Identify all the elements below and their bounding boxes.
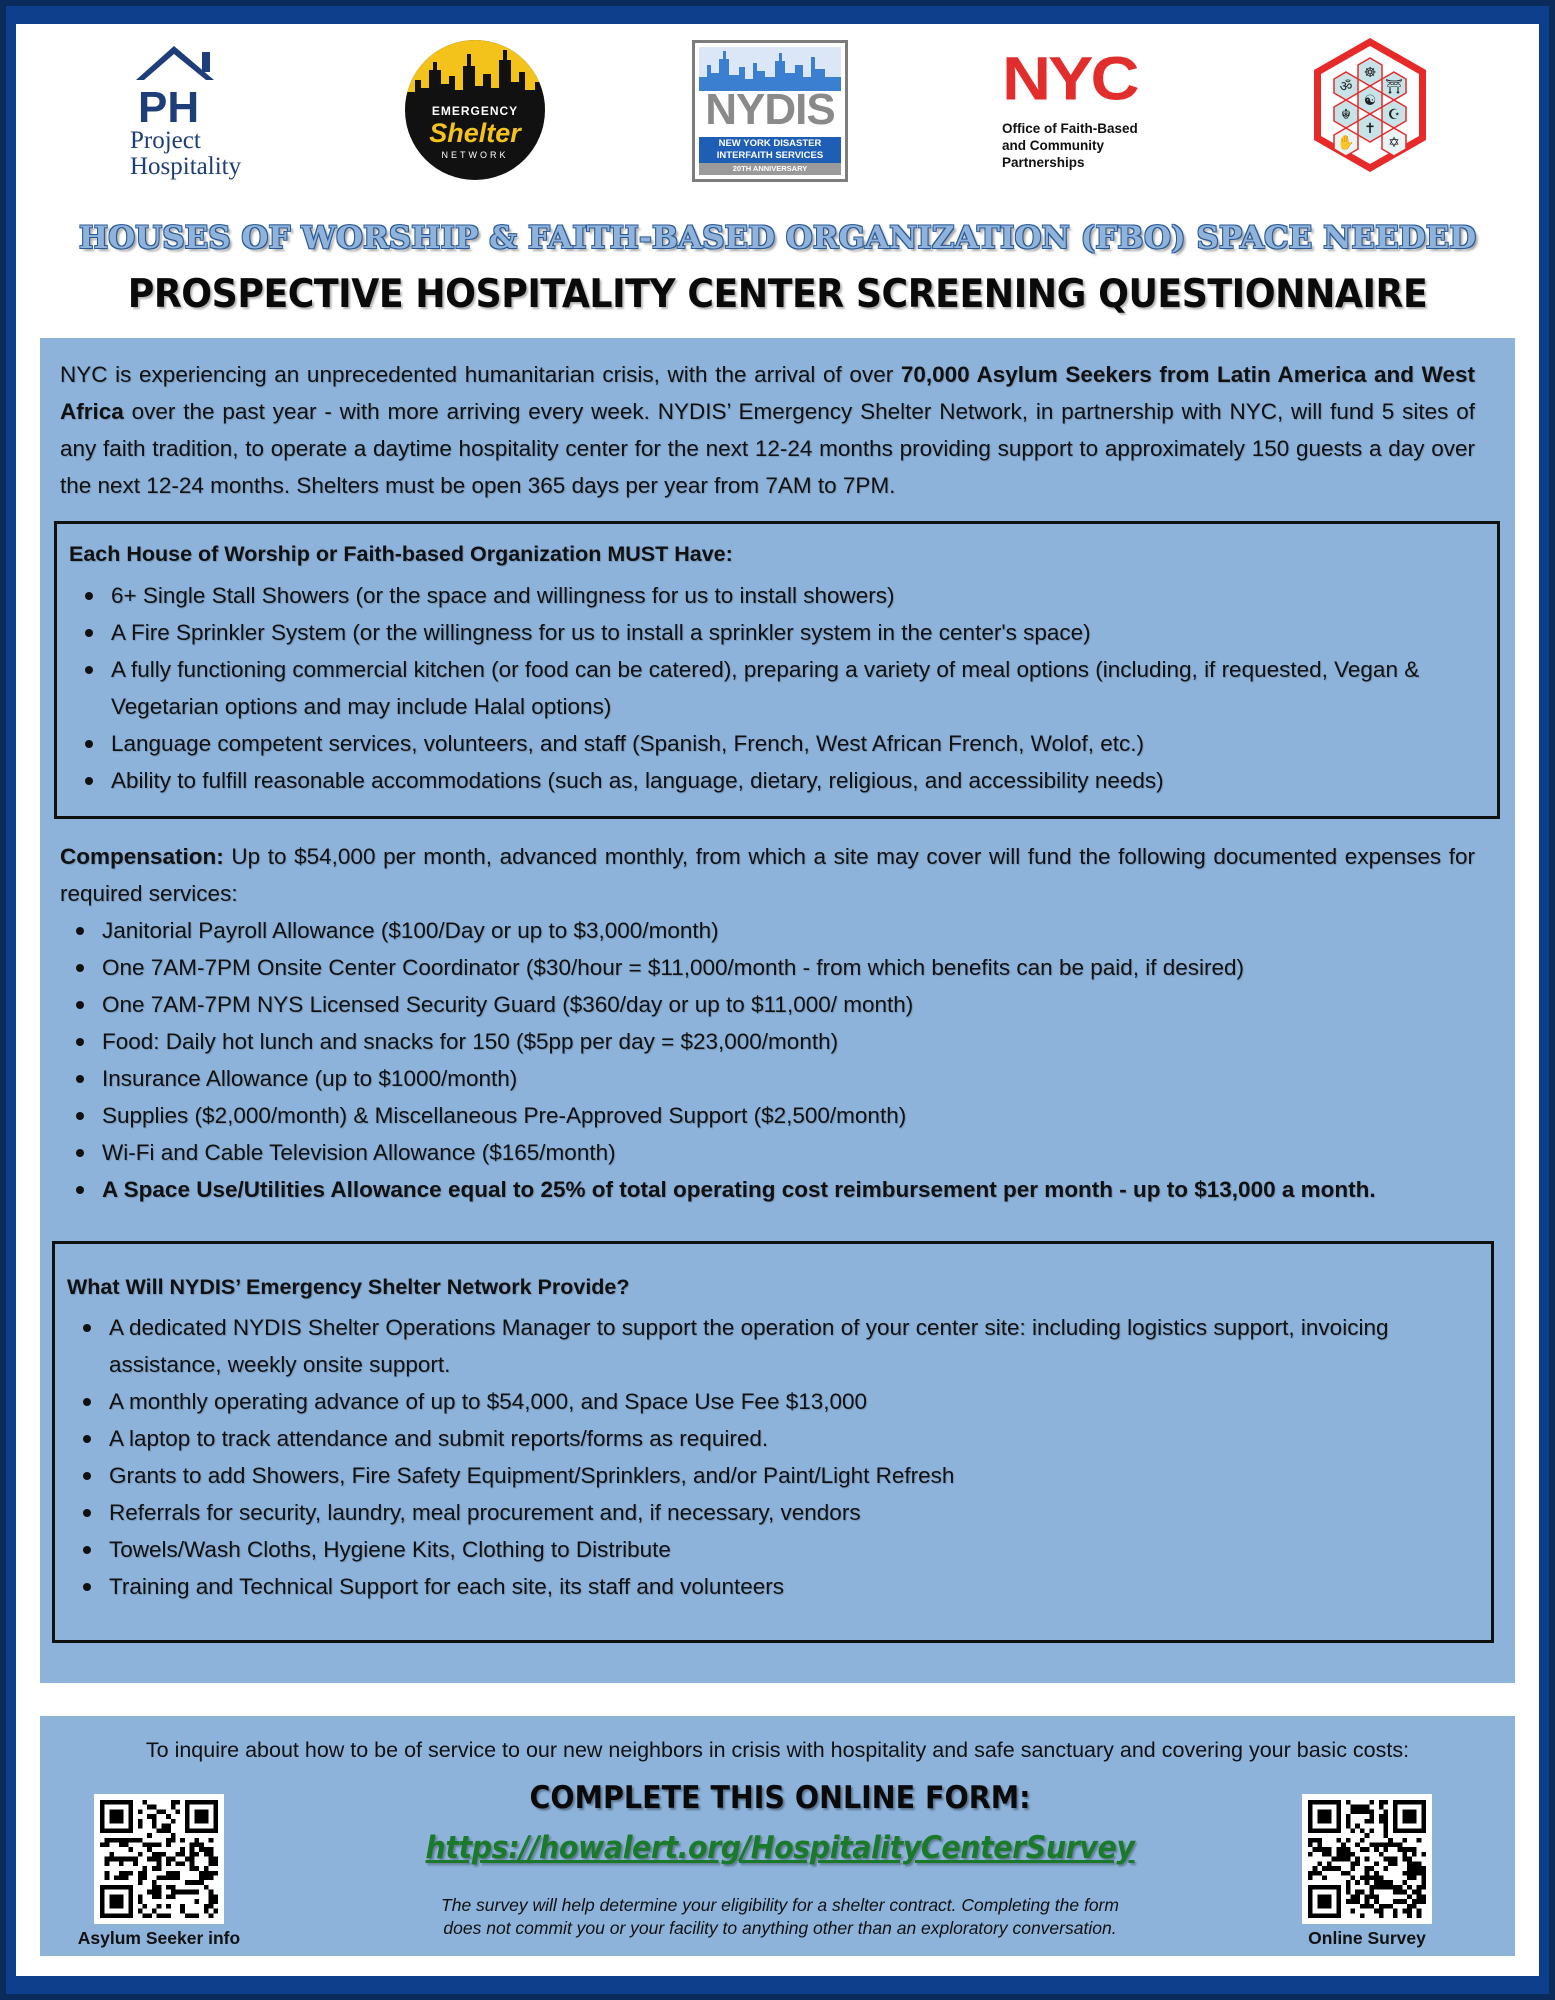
list-item-highlight: A Space Use/Utilities Allowance equal to 25% of total operating cost reimbursement per month - up to $13,000 a month. xyxy=(60,1171,1480,1208)
ph-line2: Hospitality xyxy=(130,153,242,180)
footer-panel xyxy=(40,1716,1515,1956)
nydis-line2: INTERFAITH SERVICES xyxy=(716,150,824,161)
qr-code-icon xyxy=(100,1800,218,1918)
esn-line2: Shelter xyxy=(429,118,521,148)
nyc-line1: Office of Faith-Based xyxy=(1002,121,1138,136)
qr-code-online-survey[interactable] xyxy=(1302,1794,1432,1924)
compensation-text: Up to $54,000 per month, advanced monthly, from which a site may cover will fund the following documented expenses for required services: xyxy=(60,844,1475,906)
compensation-paragraph xyxy=(60,838,1475,912)
qr-label-online-survey: Online Survey xyxy=(1308,1928,1426,1948)
list-item: Referrals for security, laundry, meal procurement and, if necessary, vendors xyxy=(67,1494,1467,1531)
survey-disclaimer xyxy=(340,1894,1220,1940)
nydis-logo xyxy=(692,40,848,182)
cta-heading: COMPLETE THIS ONLINE FORM: xyxy=(529,1780,1031,1816)
esn-line3: NETWORK xyxy=(441,150,509,160)
svg-text:ॐ: ॐ xyxy=(1339,79,1353,95)
list-item: A monthly operating advance of up to $54,000, and Space Use Fee $13,000 xyxy=(67,1383,1467,1420)
list-item: Grants to add Showers, Fire Safety Equipment/Sprinklers, and/or Paint/Light Refresh xyxy=(67,1457,1467,1494)
svg-text:☸: ☸ xyxy=(1363,65,1377,81)
svg-text:☯: ☯ xyxy=(1363,93,1377,109)
compensation-list xyxy=(60,912,1480,1208)
ph-line1: Project xyxy=(130,127,201,154)
survey-link[interactable]: https://howalert.org/HospitalityCenterSurvey xyxy=(425,1830,1135,1866)
emergency-shelter-network-logo xyxy=(405,40,545,180)
intro-paragraph xyxy=(60,356,1475,504)
list-item: One 7AM-7PM Onsite Center Coordinator ($30/hour = $11,000/month - from which benefits can be paid, if desired) xyxy=(60,949,1480,986)
qr-code-asylum-info[interactable] xyxy=(94,1794,224,1924)
requirements-list xyxy=(69,577,1489,799)
project-hospitality-logo xyxy=(130,42,300,202)
intro-text-2: over the past year - with more arriving every week. NYDIS’ Emergency Shelter Network, in partnership with NYC, will fund 5 sites of any faith tradition, to operate a daytime hospitality center for the next 12-24 months providing support to approximately 150 guests a day over the next 12-24 months. Shelters must be open 365 days per year from 7AM to 7PM. xyxy=(60,399,1475,498)
house-icon xyxy=(132,42,222,126)
nyc-wordmark: NYC xyxy=(1002,44,1137,113)
esn-line1: EMERGENCY xyxy=(431,104,519,118)
nyc-office-logo xyxy=(1002,44,1192,190)
svg-text:✡: ✡ xyxy=(1388,135,1400,151)
list-item: A Fire Sprinkler System (or the willingness for us to install a sprinkler system in the center's space) xyxy=(69,614,1489,651)
nyc-line3: Partnerships xyxy=(1002,155,1085,170)
list-item: Food: Daily hot lunch and snacks for 150 ($5pp per day = $23,000/month) xyxy=(60,1023,1480,1060)
disclaimer-line1: The survey will help determine your eligibility for a shelter contract. Completing the form xyxy=(441,1895,1119,1915)
list-item: Janitorial Payroll Allowance ($100/Day or up to $3,000/month) xyxy=(60,912,1480,949)
list-item: A laptop to track attendance and submit reports/forms as required. xyxy=(67,1420,1467,1457)
svg-text:✋: ✋ xyxy=(1337,135,1355,151)
disclaimer-line2: does not commit you or your facility to anything other than an exploratory conversation. xyxy=(443,1918,1117,1938)
main-panel xyxy=(40,338,1515,1683)
svg-text:☪: ☪ xyxy=(1387,107,1401,123)
project-hospitality-wordmark xyxy=(130,128,241,180)
list-item: Towels/Wash Cloths, Hygiene Kits, Clothing to Distribute xyxy=(67,1531,1467,1568)
faith-symbols-logo xyxy=(1310,36,1430,174)
list-item: Supplies ($2,000/month) & Miscellaneous Pre-Approved Support ($2,500/month) xyxy=(60,1097,1480,1134)
intro-text-1: NYC is experiencing an unprecedented humanitarian crisis, with the arrival of over xyxy=(60,362,901,387)
requirements-box xyxy=(54,521,1500,819)
list-item: One 7AM-7PM NYS Licensed Security Guard ($360/day or up to $11,000/ month) xyxy=(60,986,1480,1023)
svg-text:☬: ☬ xyxy=(1341,107,1351,123)
provides-title: What Will NYDIS’ Emergency Shelter Network Provide? xyxy=(67,1275,630,1299)
nyc-line2: and Community xyxy=(1002,138,1105,153)
nydis-band xyxy=(699,137,841,163)
inquire-text: To inquire about how to be of service to our new neighbors in crisis with hospitality and safe sanctuary and covering your basic costs: xyxy=(145,1738,1410,1762)
page-subtitle: PROSPECTIVE HOSPITALITY CENTER SCREENING QUESTIONNAIRE xyxy=(127,272,1428,317)
list-item: Insurance Allowance (up to $1000/month) xyxy=(60,1060,1480,1097)
faith-symbols-icon xyxy=(1310,36,1430,174)
list-item: Wi-Fi and Cable Television Allowance ($165/month) xyxy=(60,1134,1480,1171)
compensation-label: Compensation: xyxy=(60,844,224,869)
nyc-office-name xyxy=(1002,120,1192,171)
list-item: Ability to fulfill reasonable accommodations (such as, language, dietary, religious, and accessibility needs) xyxy=(69,762,1489,799)
nydis-anniversary: 20TH ANNIVERSARY xyxy=(699,163,841,175)
nydis-line1: NEW YORK DISASTER xyxy=(718,138,822,149)
ph-mark: PH xyxy=(138,83,200,126)
page-title: HOUSES OF WORSHIP & FAITH-BASED ORGANIZATION (FBO) SPACE NEEDED xyxy=(78,220,1477,256)
list-item: 6+ Single Stall Showers (or the space and willingness for us to install showers) xyxy=(69,577,1489,614)
intro-highlight: 70,000 Asylum Seekers from Latin America and West Africa xyxy=(60,362,1475,424)
nydis-wordmark: NYDIS xyxy=(705,85,835,134)
list-item: A fully functioning commercial kitchen (or food can be catered), preparing a variety of meal options (including, if requested, Vegan & Vegetarian options and may include Halal options) xyxy=(69,651,1489,725)
provides-list xyxy=(67,1309,1467,1605)
provides-box xyxy=(52,1241,1494,1643)
qr-code-icon xyxy=(1308,1800,1426,1918)
skyline-icon xyxy=(405,40,545,112)
list-item: Training and Technical Support for each site, its staff and volunteers xyxy=(67,1568,1467,1605)
list-item: A dedicated NYDIS Shelter Operations Manager to support the operation of your center site: including logistics support, invoicing assistance, weekly onsite support. xyxy=(67,1309,1467,1383)
list-item: Language competent services, volunteers, and staff (Spanish, French, West African French, Wolof, etc.) xyxy=(69,725,1489,762)
svg-text:⛩: ⛩ xyxy=(1385,79,1403,95)
qr-label-asylum-info: Asylum Seeker info xyxy=(77,1928,241,1948)
svg-text:✝: ✝ xyxy=(1364,121,1376,137)
requirements-title: Each House of Worship or Faith-based Organization MUST Have: xyxy=(69,542,733,566)
logo-row xyxy=(0,0,1555,190)
